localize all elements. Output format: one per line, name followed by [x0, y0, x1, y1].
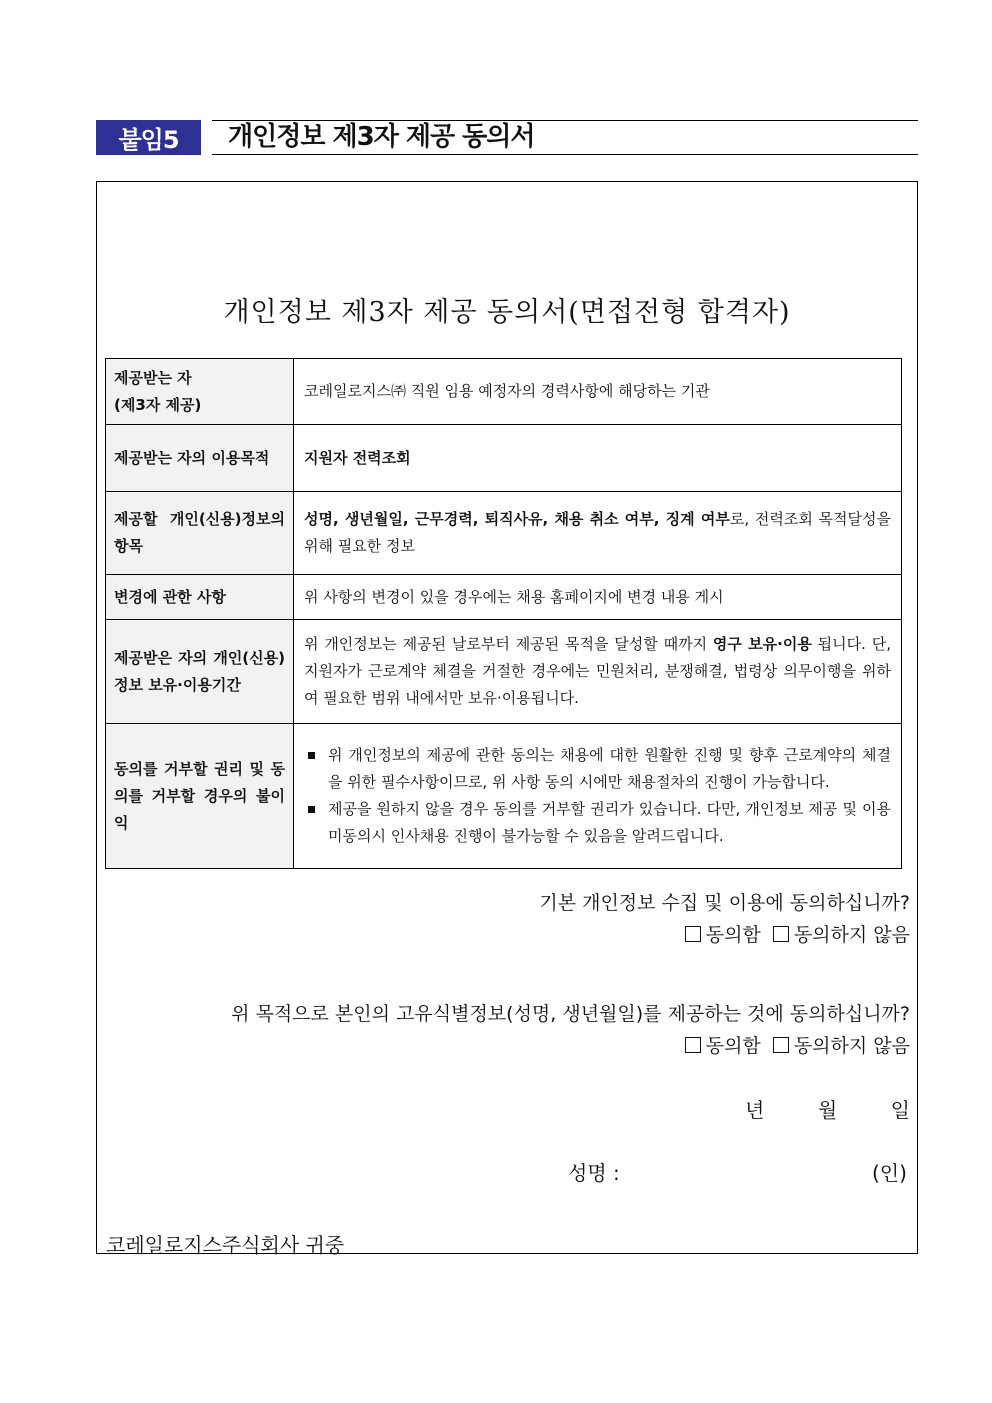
agree-label: 동의함	[705, 924, 761, 946]
table-row	[106, 492, 902, 575]
items-bold-text: 성명, 생년월일, 근무경력, 퇴직사유, 채용 취소 여부, 징계 여부	[304, 510, 730, 528]
answer-row-basic	[685, 920, 910, 947]
disagree-label: 동의하지 않음	[793, 1035, 910, 1057]
list-item	[304, 742, 891, 796]
row-value-items	[294, 492, 902, 575]
row-value-recipient: 코레일로지스㈜ 직원 임용 예정자의 경력사항에 해당하는 기관	[294, 359, 902, 425]
row-label-changes: 변경에 관한 사항	[106, 575, 294, 620]
retention-pre-text: 위 개인정보는 제공된 날로부터 제공된 목적을 달성할 때까지	[304, 635, 713, 653]
refusal-bullet-list	[304, 742, 891, 850]
items-rest-text: 로, 전력조회 목적달성을 위해 필요한 정보	[304, 510, 891, 555]
row-label-purpose: 제공받는 자의 이용목적	[106, 425, 294, 492]
agree-option-basic[interactable]	[685, 924, 761, 946]
attachment-badge: 붙임5	[96, 120, 201, 155]
row-value-refusal	[294, 724, 902, 869]
day-label: 일	[890, 1098, 910, 1122]
checkbox-icon[interactable]	[685, 1037, 701, 1053]
row-label-recipient: 제공받는 자 (제3자 제공)	[106, 359, 294, 425]
disagree-option-unique-id[interactable]	[773, 1035, 910, 1057]
bullet-text: 제공을 원하지 않을 경우 동의를 거부할 권리가 있습니다. 다만, 개인정보 제공 및 이용 미동의시 인사채용 진행이 불가능할 수 있음을 알려드립니다.	[328, 800, 891, 845]
answer-row-unique-id	[685, 1031, 910, 1058]
bullet-square-icon	[308, 752, 315, 759]
signature-name-label: 성명 :	[568, 1161, 620, 1185]
header-rule-bottom	[212, 154, 918, 155]
list-item	[304, 796, 891, 850]
year-label: 년	[745, 1098, 765, 1122]
row-value-retention	[294, 620, 902, 724]
signature-seal-label: (인)	[872, 1161, 907, 1185]
row-label-items: 제공할 개인(신용)정보의 항목	[106, 492, 294, 575]
disagree-option-basic[interactable]	[773, 924, 910, 946]
bullet-text: 위 개인정보의 제공에 관한 동의는 채용에 대한 원활한 진행 및 향후 근로계약의 체결을 위한 필수사항이므로, 위 사항 동의 시에만 채용절차의 진행이 가능합니다.	[328, 746, 891, 791]
table-row	[106, 575, 902, 620]
row-label-refusal: 동의를 거부할 권리 및 동의를 거부할 경우의 불이익	[106, 724, 294, 869]
agree-label: 동의함	[705, 1035, 761, 1057]
bullet-square-icon	[308, 806, 315, 813]
disagree-label: 동의하지 않음	[793, 924, 910, 946]
consent-info-table	[105, 358, 902, 869]
question-basic-consent: 기본 개인정보 수집 및 이용에 동의하십니까?	[539, 892, 910, 914]
row-value-changes: 위 사항의 변경이 있을 경우에는 채용 홈페이지에 변경 내용 게시	[294, 575, 902, 620]
table-row	[106, 359, 902, 425]
agree-option-unique-id[interactable]	[685, 1035, 761, 1057]
table-row	[106, 724, 902, 869]
checkbox-icon[interactable]	[773, 926, 789, 942]
row-value-purpose: 지원자 전력조회	[294, 425, 902, 492]
document-title: 개인정보 제3자 제공 동의서(면접전형 합격자)	[223, 297, 791, 328]
month-label: 월	[817, 1098, 838, 1122]
retention-rest-text: 됩니다. 단, 지원자가 근로계약 체결을 거절한 경우에는 민원처리, 분쟁해결, 법령상 의무이행을 위하여 필요한 범위 내에서만 보유·이용됩니다.	[304, 635, 891, 707]
table-row	[106, 425, 902, 492]
question-unique-id-consent: 위 목적으로 본인의 고유식별정보(성명, 생년월일)를 제공하는 것에 동의하십니까?	[231, 1003, 910, 1025]
header-title: 개인정보 제3자 제공 동의서	[228, 122, 535, 152]
checkbox-icon[interactable]	[685, 926, 701, 942]
date-line	[745, 1094, 910, 1123]
addressee: 코레일로지스주식회사 귀중	[106, 1233, 345, 1257]
table-row	[106, 620, 902, 724]
retention-bold-text: 영구 보유·이용	[712, 635, 812, 653]
row-label-retention: 제공받은 자의 개인(신용)정보 보유·이용기간	[106, 620, 294, 724]
checkbox-icon[interactable]	[773, 1037, 789, 1053]
